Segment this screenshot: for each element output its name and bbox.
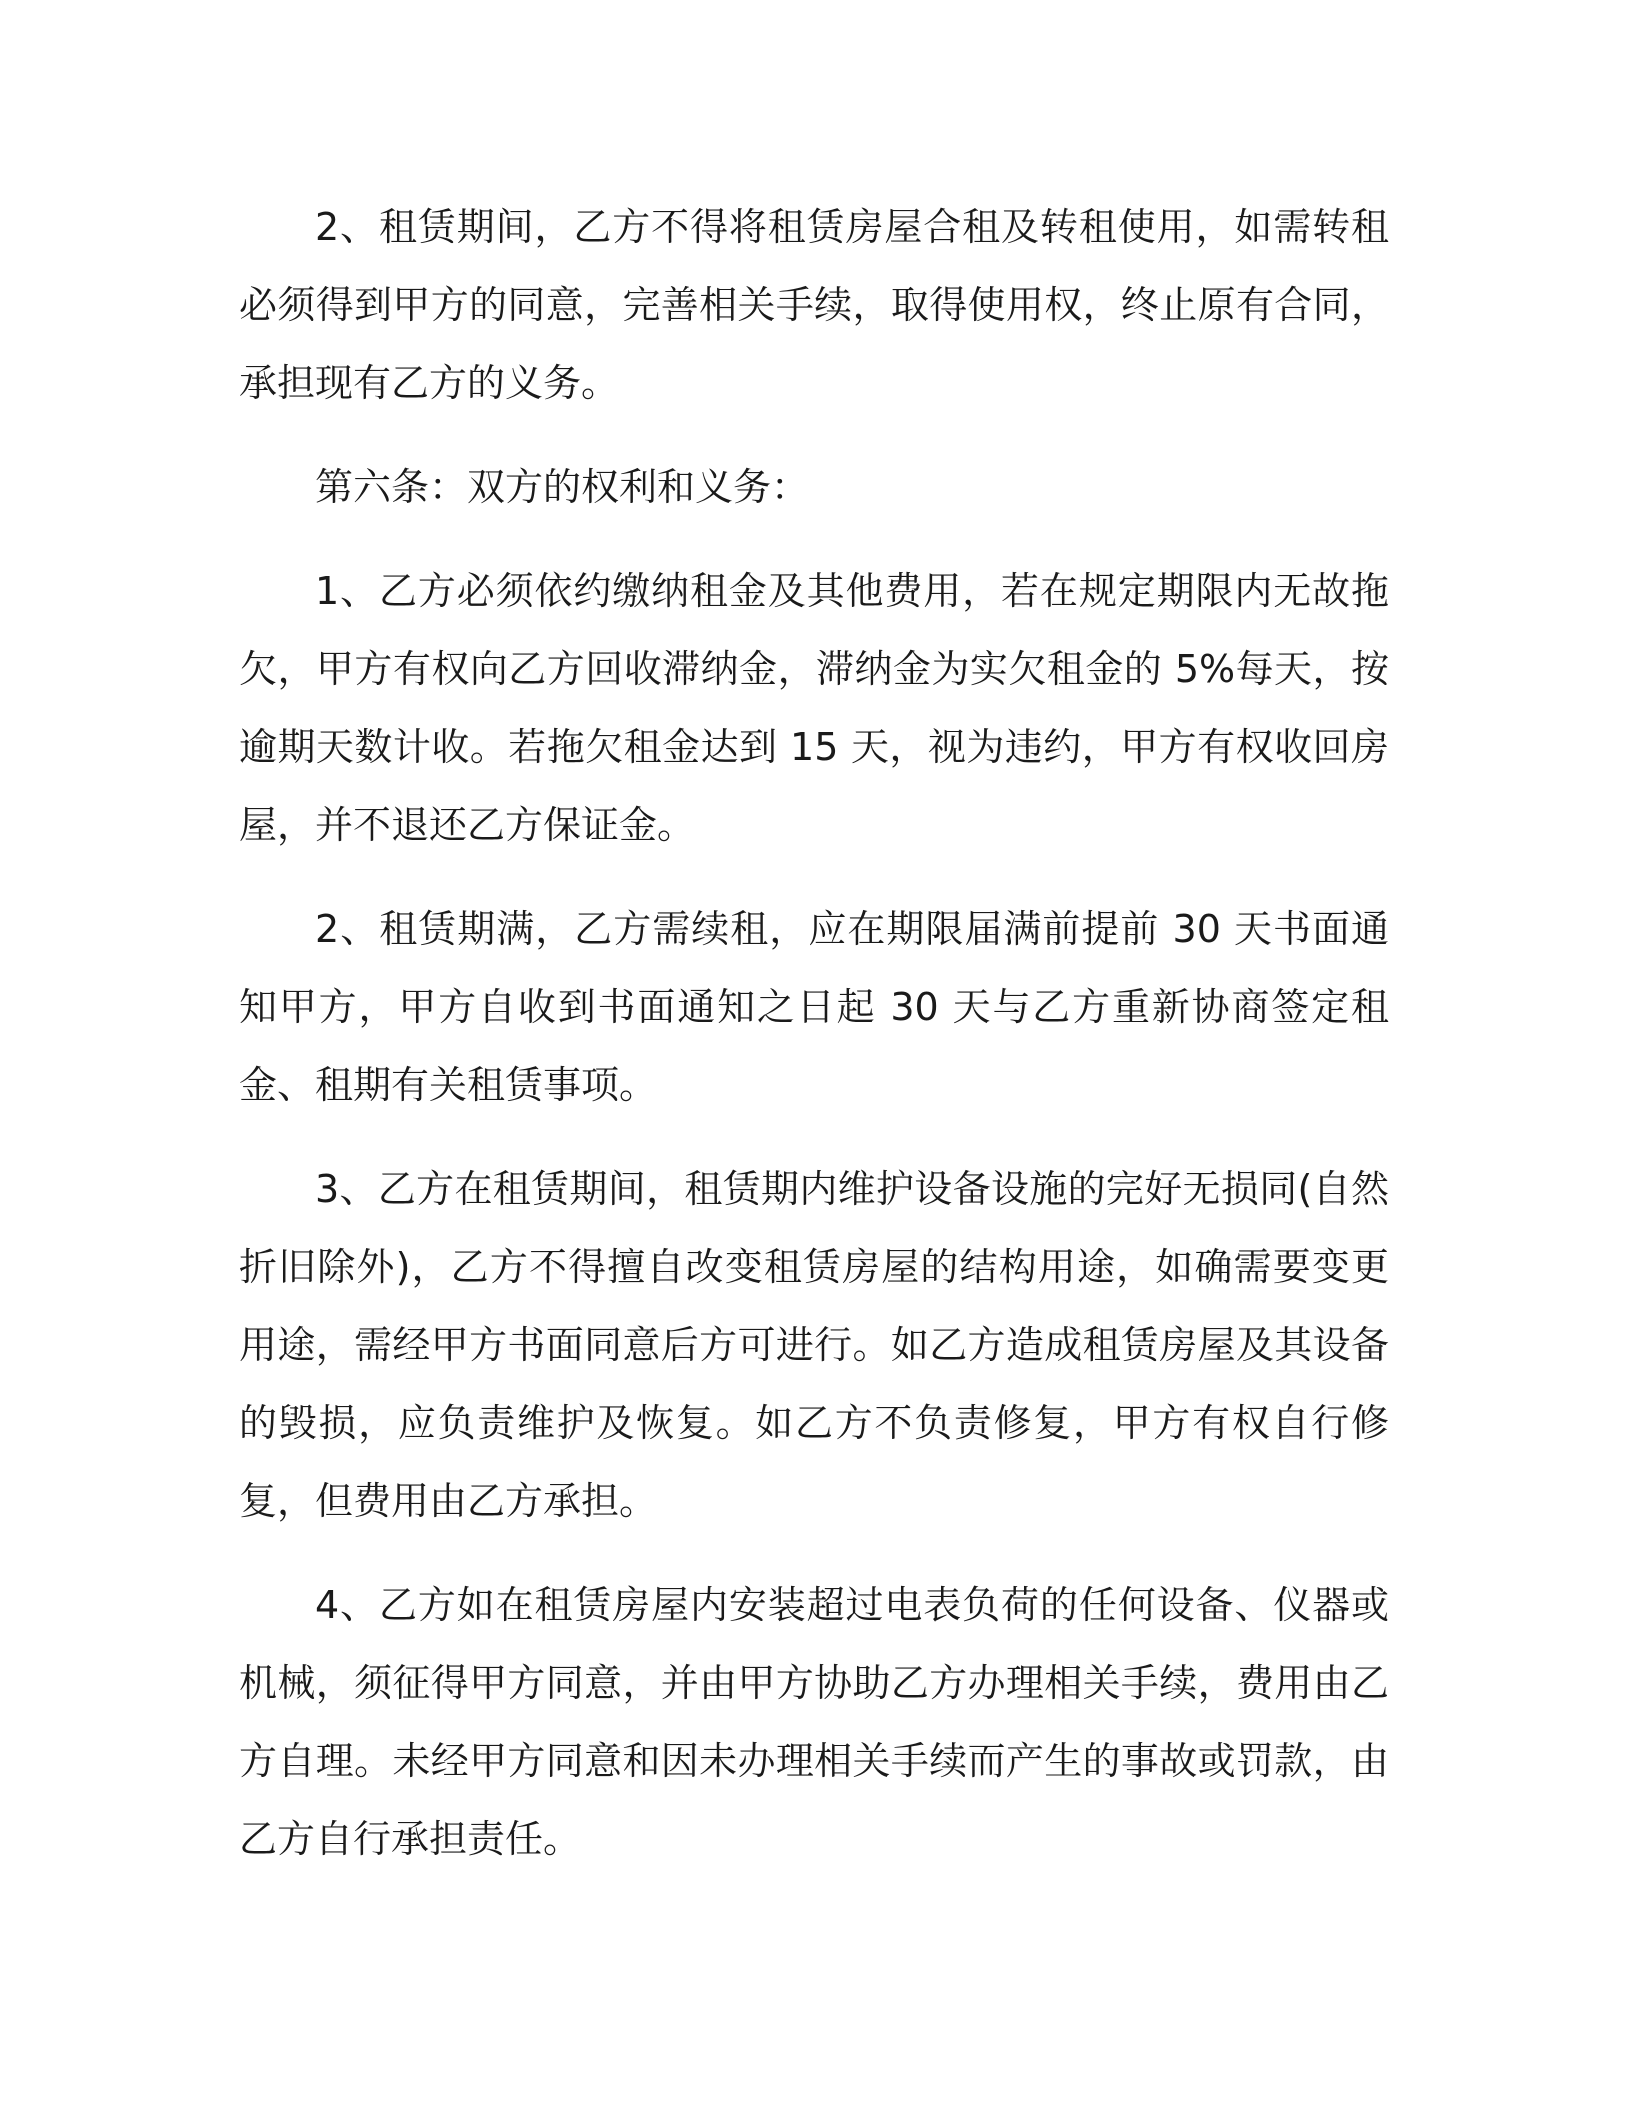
paragraph-lease-renewal: 2、租赁期满，乙方需续租，应在期限届满前提前 30 天书面通知甲方，甲方自收到书面通知之日起 30 天与乙方重新协商签定租金、租期有关租赁事项。 xyxy=(239,907,1389,1107)
paragraph-sublet-clause: 2、租赁期间，乙方不得将租赁房屋合租及转租使用，如需转租必须得到甲方的同意，完善相关手续，取得使用权，终止原有合同，承担现有乙方的义务。 xyxy=(239,205,1389,405)
paragraph-maintenance: 3、乙方在租赁期间，租赁期内维护设备设施的完好无损同(自然折旧除外)，乙方不得擅自改变租赁房屋的结构用途，如确需要变更用途，需经甲方书面同意后方可进行。如乙方造成租赁房屋及其设备的毁损，应负责维护及恢复。如乙方不负责修复，甲方有权自行修复，但费用由乙方承担。 xyxy=(239,1167,1389,1523)
paragraph-equipment-installation: 4、乙方如在租赁房屋内安装超过电表负荷的任何设备、仪器或机械，须征得甲方同意，并由甲方协助乙方办理相关手续，费用由乙方自理。未经甲方同意和因未办理相关手续而产生的事故或罚款，由乙方自行承担责任。 xyxy=(239,1583,1389,1861)
article-six-heading: 第六条：双方的权利和义务： xyxy=(315,465,810,509)
document-body xyxy=(239,188,1389,1904)
paragraph-rent-payment: 1、乙方必须依约缴纳租金及其他费用，若在规定期限内无故拖欠，甲方有权向乙方回收滞纳金，滞纳金为实欠租金的 5%每天，按逾期天数计收。若拖欠租金达到 15 天，视为违约，甲方有权收回房屋，并不退还乙方保证金。 xyxy=(239,569,1389,847)
